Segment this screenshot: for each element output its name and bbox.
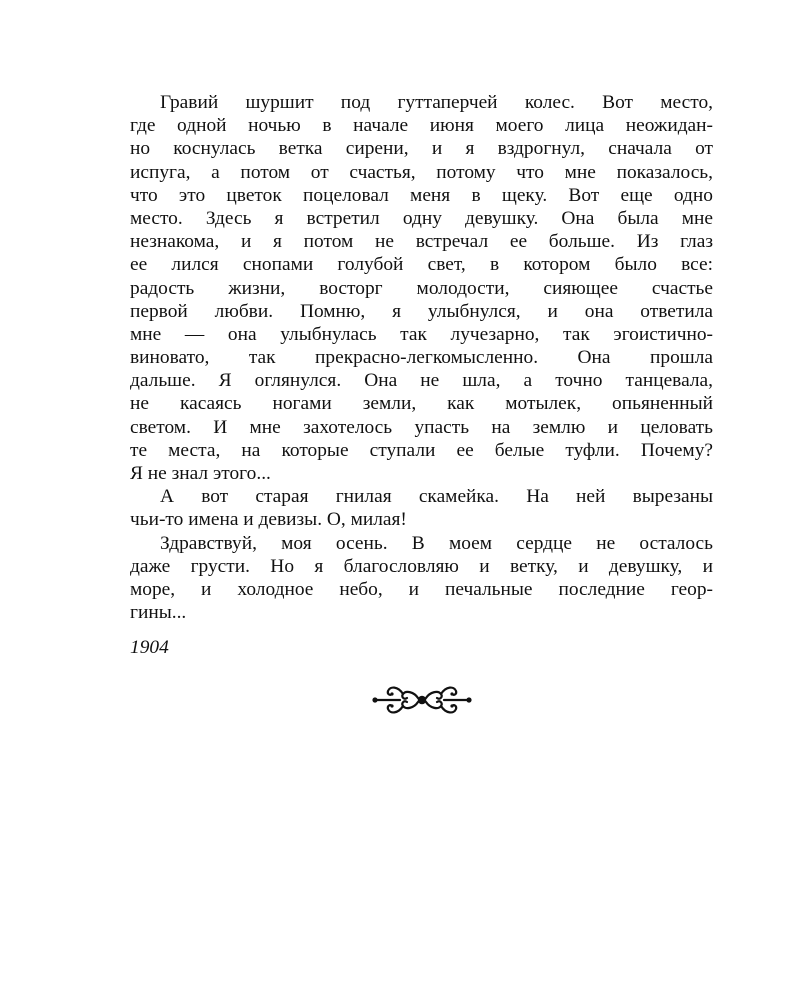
text-line: незнакома, и я потом не встречал ее больше. Из глаз — [130, 231, 713, 253]
text-line: даже грусти. Но я благословляю и ветку, и девушку, и — [130, 555, 713, 577]
text-line: где одной ночью в начале июня моего лица неожидан- — [130, 115, 713, 137]
text-line: Я не знал этого... — [130, 463, 271, 484]
text-line: мне — она улыбнулась так лучезарно, так эгоистично- — [130, 323, 713, 345]
paragraph-3 — [130, 532, 713, 625]
paragraph-1 — [130, 91, 713, 485]
text-line: Гравий шуршит под гуттаперчей колес. Вот место, — [160, 92, 713, 113]
text-line: первой любви. Помню, я улыбнулся, и она ответила — [130, 300, 713, 322]
paragraph-2 — [130, 485, 713, 531]
text-line: место. Здесь я встретил одну девушку. Она была мне — [130, 207, 713, 229]
text-block — [130, 91, 713, 624]
text-line: что это цветок поцеловал меня в щеку. Вот еще одно — [130, 184, 713, 206]
text-line: ее лился снопами голубой свет, в котором было все: — [130, 254, 713, 276]
text-line: но коснулась ветка сирени, и я вздрогнул, сначала от — [130, 138, 713, 160]
text-line: море, и холодное небо, и печальные последние геор- — [130, 578, 713, 600]
text-line: А вот старая гнилая скамейка. На ней вырезаны — [160, 486, 713, 508]
text-line: чьи-то имена и девизы. О, милая! — [130, 509, 407, 531]
text-line: не касаясь ногами земли, как мотылек, опьяненный — [130, 393, 713, 415]
text-line: гины... — [130, 602, 187, 624]
text-line: виновато, так прекрасно-легкомысленно. Она прошла — [130, 347, 713, 369]
text-line: те места, на которые ступали ее белые туфли. Почему? — [130, 439, 713, 461]
text-line: Здравствуй, моя осень. В моем сердце не осталось — [160, 532, 713, 554]
text-line: дальше. Я оглянулся. Она не шла, а точно танцевала, — [130, 370, 713, 392]
text-line: радость жизни, восторг молодости, сияющее счастье — [130, 277, 713, 299]
text-line: испуга, а потом от счастья, потому что мне показалось, — [130, 161, 713, 183]
text-line: светом. И мне захотелось упасть на землю и целовать — [130, 416, 713, 438]
year-signature: 1904 — [130, 637, 169, 658]
fleuron-ornament-icon — [370, 682, 474, 718]
